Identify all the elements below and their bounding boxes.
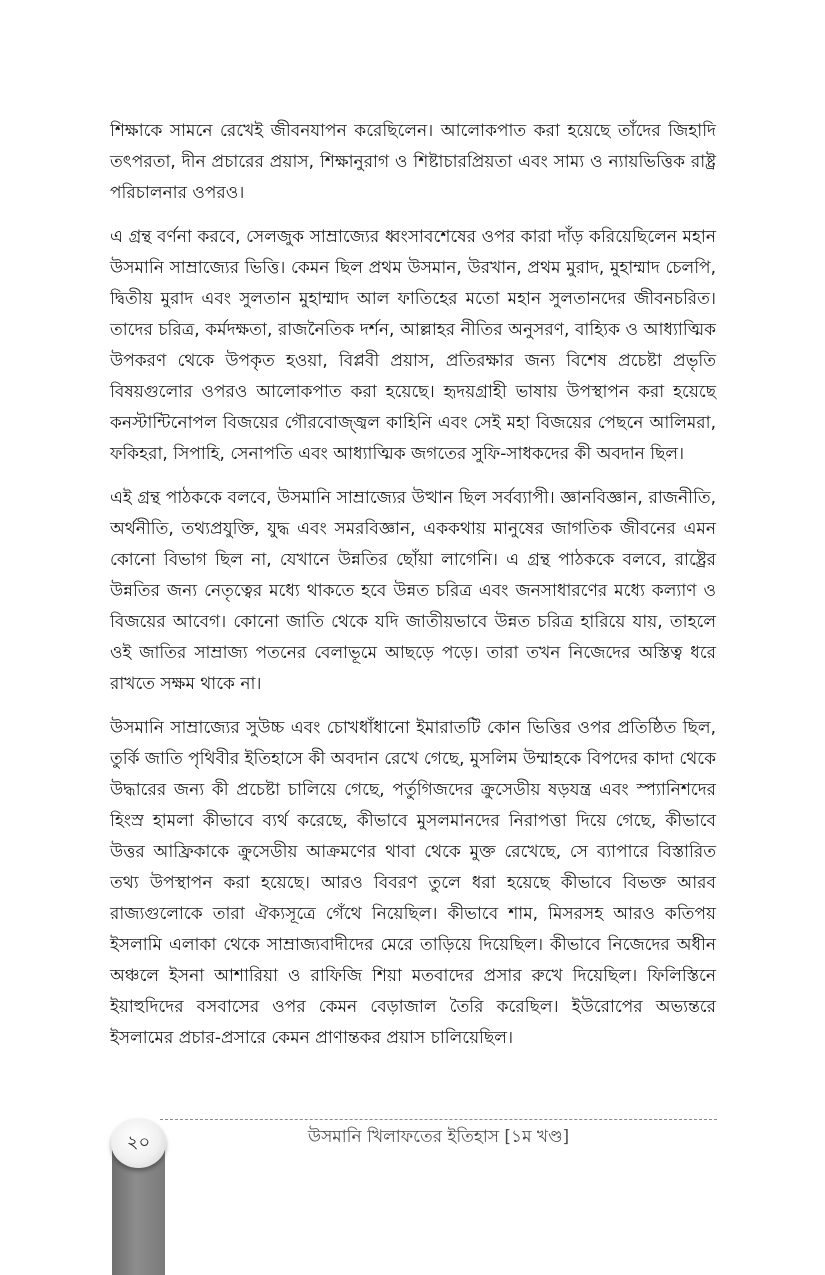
paragraph-2: এ গ্রন্থ বর্ণনা করবে, সেলজুক সাম্রাজ্যের ধ্বংসাবশেষের ওপর কারা দাঁড় করিয়েছিলেন মহান উসমানি সাম্রাজ্যের ভিত্তি। কেমন ছিল প্রথম উসমান, উরখান, প্রথম মুরাদ, মুহাম্মাদ চেলপি, দ্বিতীয় মুরাদ এবং সুলতান মুহাম্মাদ আল ফাতিহের মতো মহান সুলতানদের জীবনচরিত। তাদের চরিত্র, কর্মদক্ষতা, রাজনৈতিক দর্শন, আল্লাহর নীতির অনুসরণ, বাহ্যিক ও আধ্যাত্মিক উপকরণ থেকে উপকৃত হওয়া, বিপ্লবী প্রয়াস, প্রতিরক্ষার জন্য বিশেষ প্রচেষ্টা প্রভৃতি বিষয়গুলোর ওপরও আলোকপাত করা হয়েছে। হৃদয়গ্রাহী ভাষায় উপস্থাপন করা হয়েছে কনস্টান্টিনোপল বিজয়ের গৌরবোজ্জ্বল কাহিনি এবং সেই মহা বিজয়ের পেছনে আলিমরা, ফকিহরা, সিপাহি, সেনাপতি এবং আধ্যাত্মিক জগতের সুফি-সাধকদের কী অবদান ছিল। [110, 227, 716, 464]
running-footer-title: উসমানি খিলাফতের ইতিহাস [১ম খণ্ড] [307, 1127, 570, 1147]
paragraph-3: এই গ্রন্থ পাঠককে বলবে, উসমানি সাম্রাজ্যের উত্থান ছিল সর্বব্যাপী। জ্ঞানবিজ্ঞান, রাজনীতি, অর্থনীতি, তথ্যপ্রযুক্তি, যুদ্ধ এবং সমরবিজ্ঞান, এককথায় মানুষের জাগতিক জীবনের এমন কোনো বিভাগ ছিল না, যেখানে উন্নতির ছোঁয়া লাগেনি। এ গ্রন্থ পাঠককে বলবে, রাষ্ট্রের উন্নতির জন্য নেতৃত্বের মধ্যে থাকতে হবে উন্নত চরিত্র এবং জনসাধারণের মধ্যে কল্যাণ ও বিজয়ের আবেগ। কোনো জাতি থেকে যদি জাতীয়ভাবে উন্নত চরিত্র হারিয়ে যায়, তাহলে ওই জাতির সাম্রাজ্য পতনের বেলাভূমে আছড়ে পড়ে। তারা তখন নিজেদের অস্তিত্ব ধরে রাখতে সক্ষম থাকে না। [110, 488, 716, 694]
paragraph-1: শিক্ষাকে সামনে রেখেই জীবনযাপন করেছিলেন। আলোকপাত করা হয়েছে তাঁদের জিহাদি তৎপরতা, দীন প্রচারের প্রয়াস, শিক্ষানুরাগ ও শিষ্টাচারপ্রিয়তা এবং সাম্য ও ন্যায়ভিত্তিক রাষ্ট্র পরিচালনার ওপরও। [110, 121, 716, 203]
paragraph-4: উসমানি সাম্রাজ্যের সুউচ্চ এবং চোখধাঁধানো ইমারাতটি কোন ভিত্তির ওপর প্রতিষ্ঠিত ছিল, তুর্কি জাতি পৃথিবীর ইতিহাসে কী অবদান রেখে গেছে, মুসলিম উম্মাহকে বিপদের কাদা থেকে উদ্ধারের জন্য কী প্রচেষ্টা চালিয়ে গেছে, পর্তুগিজদের ক্রুসেডীয় ষড়যন্ত্র এবং স্প্যানিশদের হিংস্র হামলা কীভাবে ব্যর্থ করেছে, কীভাবে মুসলমানদের নিরাপত্তা দিয়ে গেছে, কীভাবে উত্তর আফ্রিকাকে ক্রুসেডীয় আক্রমণের থাবা থেকে মুক্ত রেখেছে, সে ব্যাপারে বিস্তারিত তথ্য উপস্থাপন করা হয়েছে। আরও বিবরণ তুলে ধরা হয়েছে কীভাবে বিভক্ত আরব রাজ্যগুলোকে তারা ঐক্যসূত্রে গেঁথে নিয়েছিল। কীভাবে শাম, মিসরসহ আরও কতিপয় ইসলামি এলাকা থেকে সাম্রাজ্যবাদীদের মেরে তাড়িয়ে দিয়েছিল। কীভাবে নিজেদের অধীন অঞ্চলে ইসনা আশারিয়া ও রাফিজি শিয়া মতবাদের প্রসার রুখে দিয়েছিল। ফিলিস্তিনে ইয়াহুদিদের বসবাসের ওপর কেমন বেড়াজাল তৈরি করেছিল। ইউরোপের অভ্যন্তরে ইসলামের প্রচার-প্রসারে কেমন প্রাণান্তকর প্রয়াস চালিয়েছিল। [110, 718, 716, 1048]
footer-divider [160, 1119, 717, 1120]
page-body [110, 116, 716, 1067]
page-number: ২০ [111, 1118, 166, 1168]
